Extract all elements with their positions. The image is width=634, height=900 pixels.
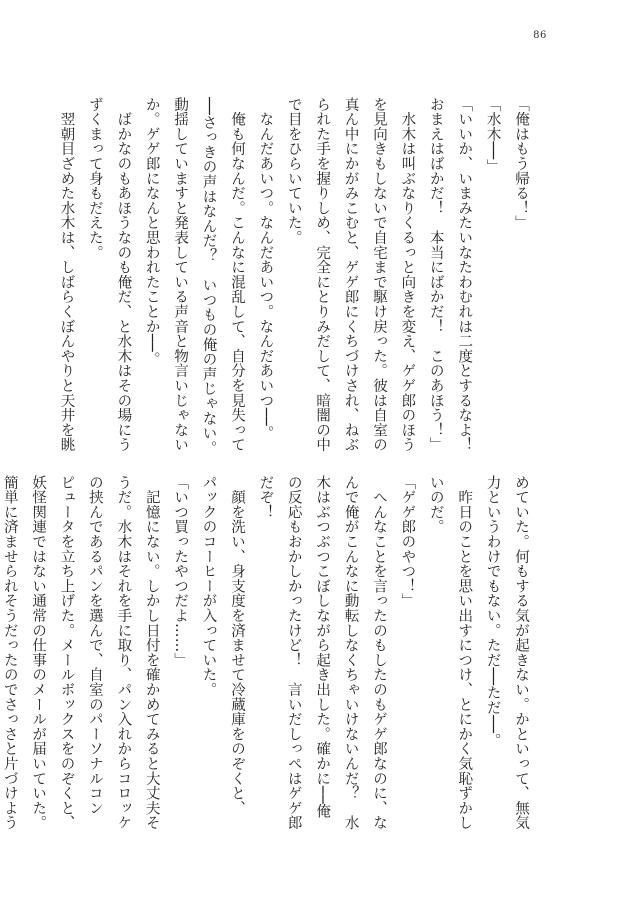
text-line: パックのコーヒーが入っていた。 <box>200 475 217 697</box>
text-line: 木はぶつぶつこぼしながら起き出した。確かに──俺 <box>314 475 331 819</box>
text-line: ずくまって身もだえた。 <box>86 97 103 260</box>
text-line: 動揺していますと発表している声音と物言いじゃない <box>172 97 189 453</box>
text-line: 俺も何なんだ。こんなに混乱して、自分を見失って <box>228 97 245 453</box>
text-line: 「いつ買ったやつだよ……」 <box>172 475 189 668</box>
text-line: 昨日のことを思い出すにつけ、とにかく気恥ずかし <box>456 475 473 831</box>
text-line: 水木は叫ぶなりくるっと向きを変え、ゲゲ郎のほう <box>399 97 416 453</box>
text-block-top <box>58 97 535 456</box>
text-line: 翌朝目ざめた水木は、しばらくぼんやりと天井を眺 <box>58 97 75 453</box>
text-line: か。ゲゲ郎になんと思われたことか──。 <box>143 97 160 367</box>
text-line: ──さっきの声はなんだ？ いつもの俺の声じゃない。 <box>200 97 217 456</box>
text-line: 力というわけでもない。ただ──ただ──。 <box>484 475 501 748</box>
text-line: 記憶にない。しかし日付を確かめてみると大丈夫そ <box>143 475 160 831</box>
text-line: 顔を洗い、身支度を済ませて冷蔵庫をのぞくと、 <box>228 475 245 816</box>
text-line: 「ゲゲ郎のやつ！」 <box>399 475 416 609</box>
text-line: 「いいか、いまみたいなたわむれは二度とするなよ！ <box>456 97 473 453</box>
text-line: 妖怪関連ではない通常の仕事のメールが届いていた。 <box>30 475 47 831</box>
text-line: おまえはばかだ！ 本当にばかだ！ このあほう！」 <box>427 97 444 453</box>
text-line: 「俺はもう帰る！」 <box>513 97 529 231</box>
text-line: の挟んであるパンを選んで、自室のパーソナルコン <box>86 475 103 816</box>
text-line: なんだあいつ。なんだあいつ。なんだあいつ──。 <box>257 97 274 441</box>
text-line: で目をひらいていた。 <box>285 97 302 245</box>
text-line: めていた。何もする気が起きない。かといって、無気 <box>513 475 529 831</box>
text-line: うだ。水木はそれを手に取り、パン入れからコロッケ <box>115 475 132 831</box>
text-line: だぞ！ <box>257 475 274 520</box>
text-line: ばかなのもあほうなのも俺だ、と水木はその場にう <box>115 97 132 453</box>
text-line: へんなことを言ったのもしたのもゲゲ郎なのに、な <box>370 475 387 831</box>
text-line: を見向きもしないで自宅まで駆け戻った。彼は自室の <box>370 97 387 453</box>
text-line: 真ん中にかがみこむと、ゲゲ郎にくちづけされ、ねぶ <box>342 97 359 453</box>
text-line: 「水木──」 <box>484 97 501 175</box>
page-number: 86 <box>533 30 547 41</box>
text-block-bottom <box>1 475 535 831</box>
text-line: られた手を握りしめ、完全にとりみだして、暗闇の中 <box>314 97 331 453</box>
text-line: いのだ。 <box>427 475 444 535</box>
text-line: の反応もおかしかったけど！ 言いだしっぺはゲゲ郎 <box>285 475 302 831</box>
text-line: 簡単に済ませられそうだったのでさっさと片づけよう <box>1 475 18 831</box>
text-line: んで俺がこんなに動転しなくちゃいけないんだ？ 水 <box>342 475 359 831</box>
text-line: ピュータを立ち上げた。メールボックスをのぞくと、 <box>58 475 75 831</box>
